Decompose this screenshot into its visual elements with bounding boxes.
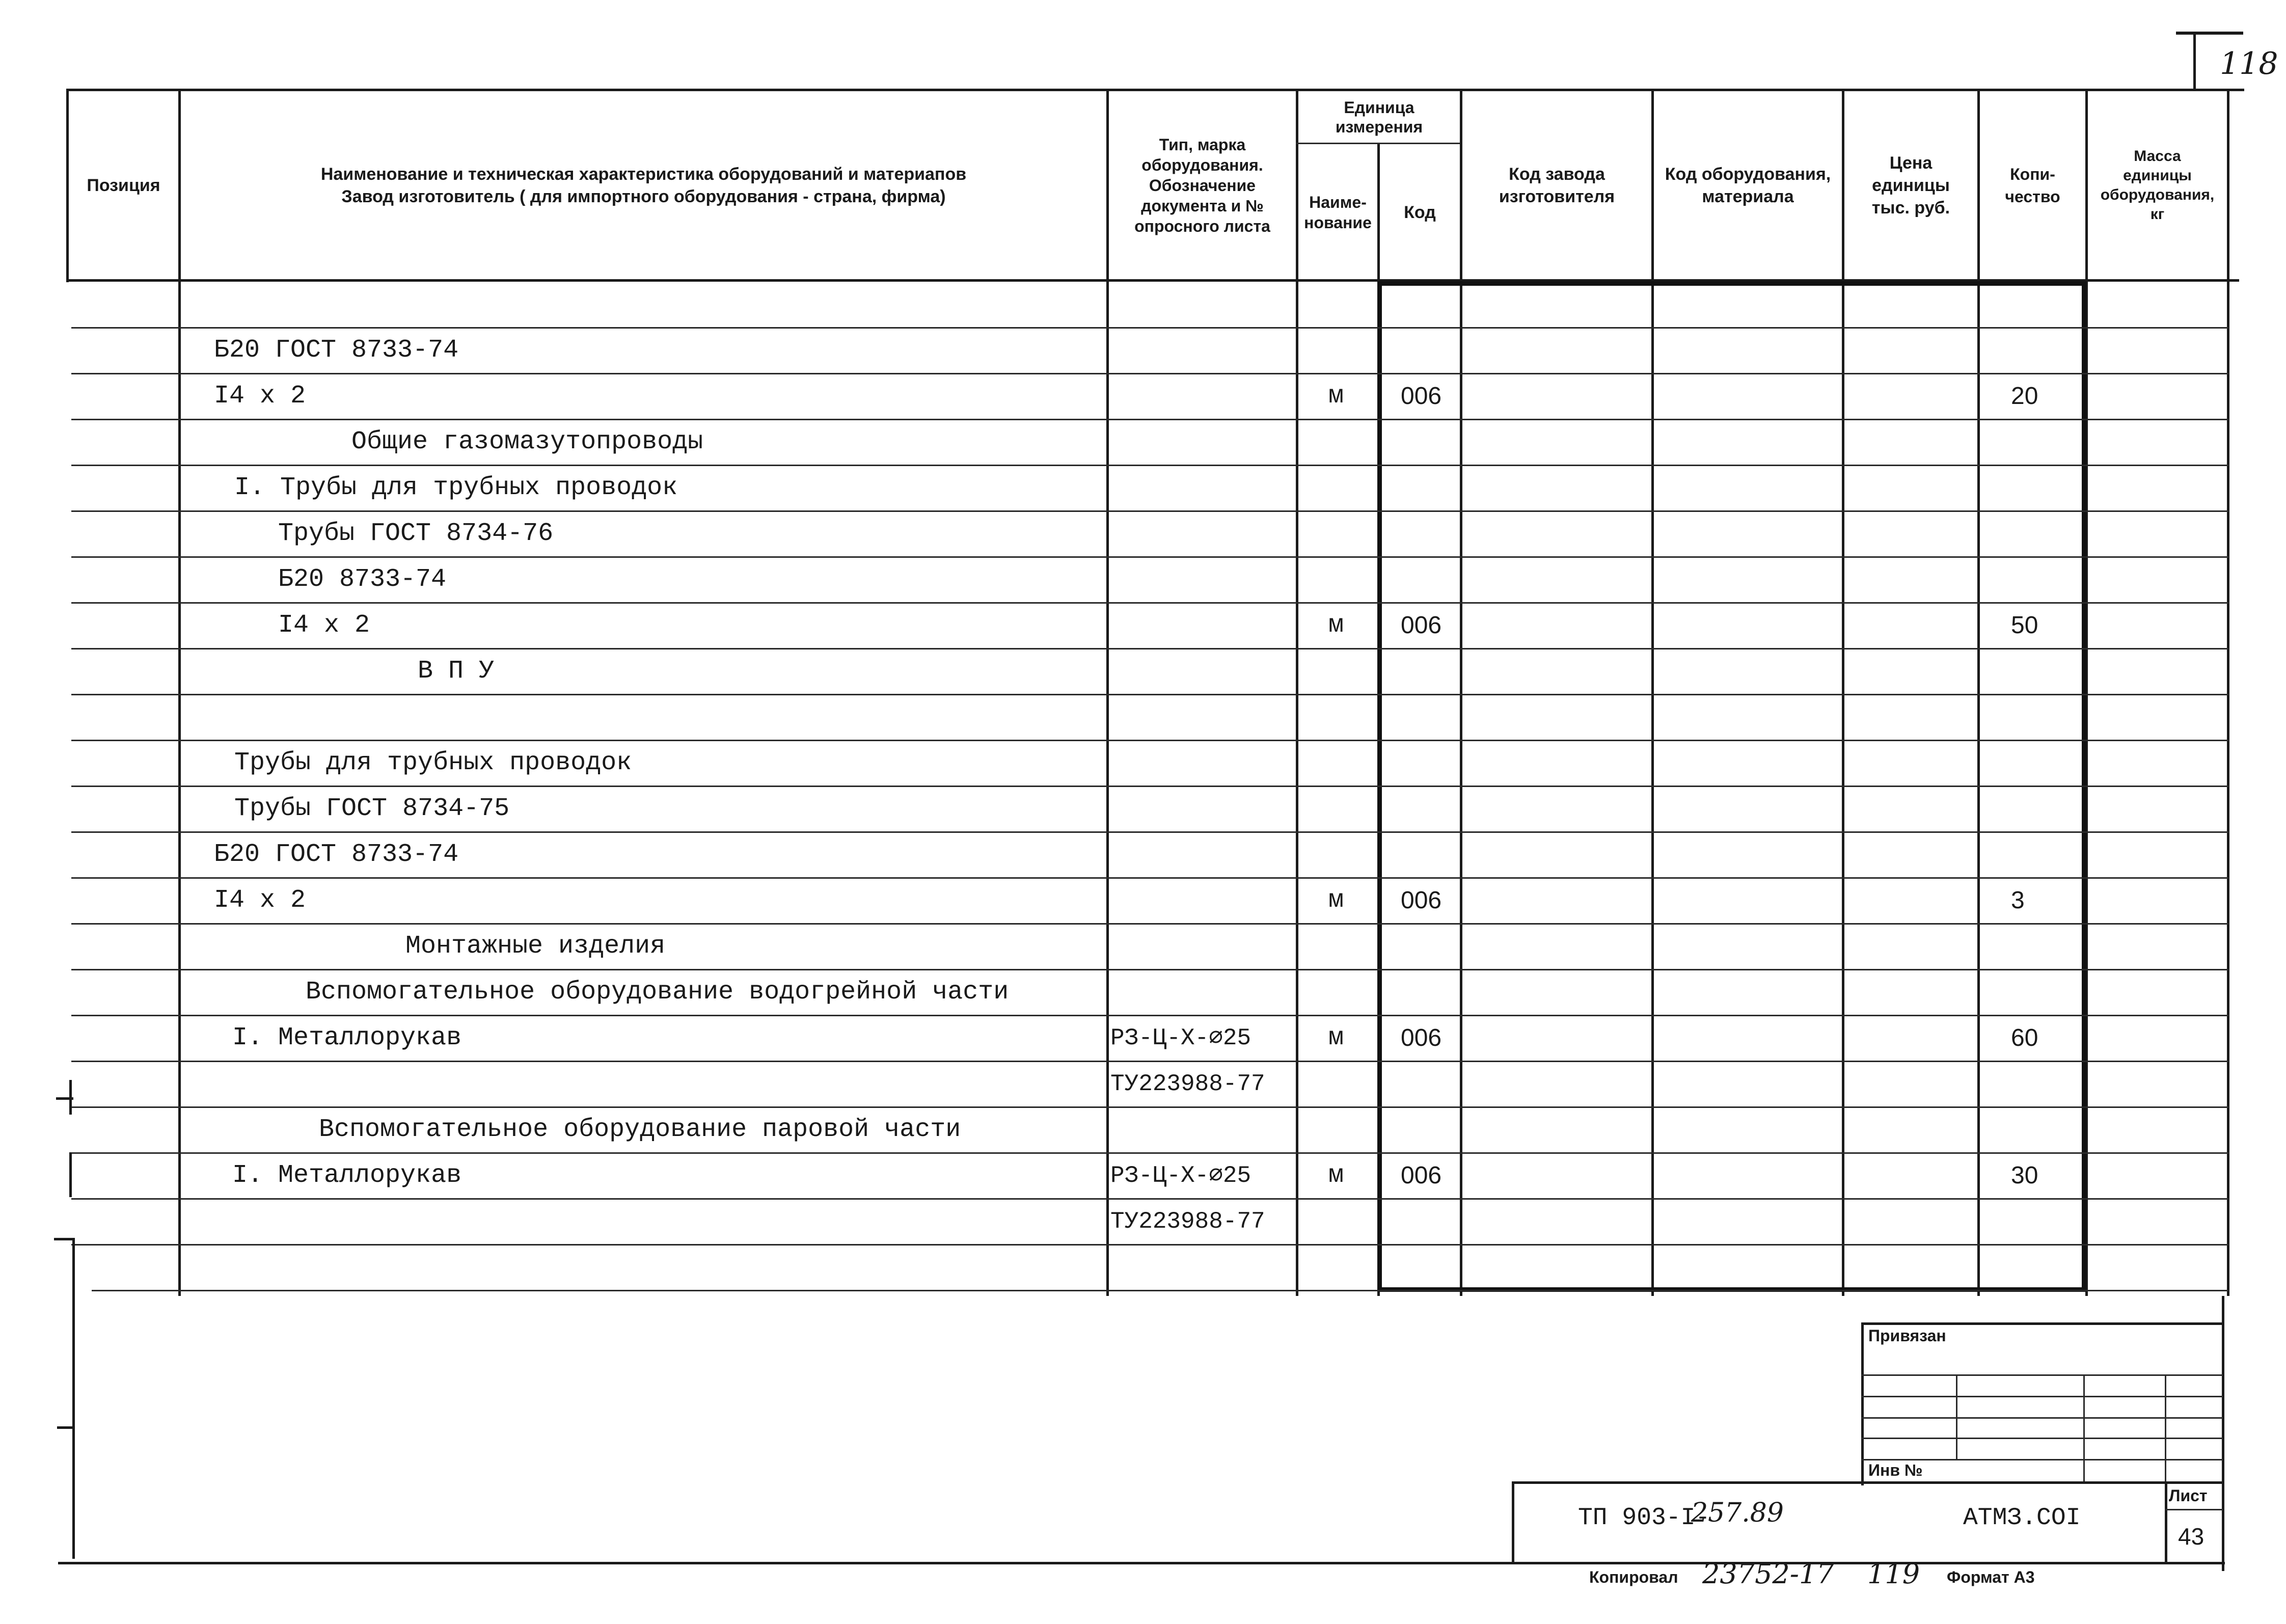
- row-type: РЗ-Ц-Х-⌀25: [1110, 1162, 1251, 1189]
- unit-group-divider: [1296, 143, 1460, 144]
- row-name: I. Металлорукав: [232, 1023, 462, 1052]
- row-separator: [71, 1152, 2229, 1154]
- margin-tick: [54, 1238, 74, 1240]
- header-unit-group: Единица измерения: [1335, 98, 1423, 136]
- stamp-vline: [2165, 1374, 2166, 1481]
- row-name: Вспомогательное оборудование водогрейной части: [306, 978, 1009, 1007]
- row-separator: [71, 327, 2229, 329]
- doc-block-top: [1512, 1481, 2223, 1484]
- row-code: 006: [1401, 887, 1442, 914]
- format-label: Формат А3: [1947, 1568, 2035, 1586]
- stamp-line: [1861, 1374, 2223, 1376]
- row-separator: [71, 831, 2229, 833]
- row-separator: [71, 510, 2229, 512]
- row-name: I. Трубы для трубных проводок: [234, 473, 678, 502]
- row-name: I4 х 2: [278, 611, 370, 640]
- doc-block-left: [1512, 1481, 1514, 1562]
- row-qty: 30: [2011, 1162, 2038, 1189]
- row-unit: м: [1328, 382, 1344, 411]
- header-equipment-code: Код оборудования, материала: [1665, 165, 1831, 206]
- row-name: В П У: [418, 657, 495, 686]
- row-type: ТУ223988-77: [1110, 1208, 1265, 1235]
- row-unit: м: [1328, 886, 1344, 915]
- stamp-vline: [2083, 1374, 2085, 1481]
- header-unit-name: Наиме- нование: [1304, 193, 1372, 232]
- doc-handwritten-number: 257.89: [1691, 1498, 1784, 1528]
- privyazan-label: Привязан: [1868, 1327, 1946, 1345]
- row-qty: 20: [2011, 383, 2038, 410]
- row-separator: [71, 419, 2229, 420]
- sheet-label: Лист: [2169, 1486, 2208, 1505]
- row-separator: [71, 923, 2229, 925]
- stamp-top: [1861, 1322, 2223, 1325]
- row-name: I4 х 2: [214, 382, 306, 411]
- row-separator: [71, 1061, 2229, 1062]
- corner-bar: [2176, 32, 2243, 35]
- row-separator: [71, 786, 2229, 787]
- row-separator: [71, 1244, 2229, 1246]
- col-divider-10: [2227, 89, 2229, 1296]
- row-name: Трубы ГОСТ 8734-76: [278, 519, 554, 548]
- doc-prefix: ТП 903-I-: [1578, 1504, 1710, 1532]
- stamp-left: [1861, 1322, 1864, 1485]
- row-name: Монтажные изделия: [405, 932, 666, 961]
- row-code: 006: [1401, 1162, 1442, 1189]
- row-name: Б20 ГОСТ 8733-74: [214, 336, 459, 365]
- row-separator: [71, 373, 2229, 374]
- header-mass: Масса единицы оборудования, кг: [2100, 148, 2215, 223]
- row-separator: [71, 556, 2229, 558]
- stamp-line: [1861, 1417, 2223, 1419]
- sheet-label-line: [2165, 1509, 2223, 1510]
- row-unit: м: [1328, 1023, 1344, 1052]
- corner-number: 118: [2220, 46, 2278, 82]
- copy-number: 23752-17: [1702, 1558, 1834, 1590]
- copied-label: Копировал: [1589, 1568, 1678, 1586]
- row-name: Общие газомазутопроводы: [351, 427, 703, 456]
- sheet-number: 43: [2178, 1523, 2205, 1550]
- row-separator: [71, 648, 2229, 649]
- header-factory-code: Код завода изготовителя: [1499, 165, 1615, 206]
- row-separator: [71, 740, 2229, 741]
- row-separator: [71, 969, 2229, 970]
- sheet-divider: [2165, 1481, 2167, 1562]
- header-name: Наименование и техническая характеристика оборудований и материапов Завод изготовитель ( для импортного оборудования - страна, фирма): [320, 165, 967, 206]
- header-type: Тип, марка оборудования. Обозначение документа и № опросного листа: [1134, 136, 1270, 235]
- row-separator: [71, 1106, 2229, 1108]
- header-price: Цена единицы тыс. руб.: [1871, 153, 1950, 218]
- row-separator: [71, 602, 2229, 604]
- stamp-line: [1861, 1438, 2223, 1439]
- doc-code: АТМЗ.СОI: [1963, 1504, 2081, 1532]
- inv-no-label: Инв №: [1868, 1461, 1923, 1479]
- row-name: Вспомогательное оборудование паровой части: [319, 1115, 961, 1144]
- row-qty: 3: [2011, 887, 2025, 914]
- row-qty: 60: [2011, 1024, 2038, 1051]
- copy-number-2: 119: [1867, 1558, 1920, 1590]
- row-separator: [92, 1290, 2229, 1291]
- row-type: РЗ-Ц-Х-⌀25: [1110, 1025, 1251, 1051]
- stamp-line: [1861, 1396, 2223, 1397]
- row-name: Б20 8733-74: [278, 565, 447, 594]
- row-separator: [71, 1015, 2229, 1016]
- row-unit: м: [1328, 1161, 1344, 1190]
- row-code: 006: [1401, 612, 1442, 639]
- row-name: I. Металлорукав: [232, 1161, 462, 1190]
- header-unit-code: Код: [1404, 202, 1436, 222]
- row-separator: [71, 465, 2229, 466]
- header-quantity: Копи- чество: [2005, 165, 2060, 206]
- margin-tick: [57, 1426, 74, 1429]
- corner-stem: [2193, 32, 2196, 89]
- row-name: I4 х 2: [214, 886, 306, 915]
- row-code: 006: [1401, 1024, 1442, 1051]
- row-name: Трубы для трубных проводок: [234, 748, 632, 777]
- row-name: Трубы ГОСТ 8734-75: [234, 794, 510, 823]
- right-frame-line: [2222, 1296, 2224, 1571]
- row-code: 006: [1401, 383, 1442, 410]
- stamp-vline: [1956, 1374, 1957, 1459]
- header-position: Позиция: [87, 176, 160, 195]
- left-frame-line: [72, 1238, 75, 1559]
- row-separator: [71, 877, 2229, 879]
- margin-tick: [69, 1080, 72, 1115]
- margin-tick: [69, 1152, 72, 1197]
- row-name: Б20 ГОСТ 8733-74: [214, 840, 459, 869]
- row-type: ТУ223988-77: [1110, 1071, 1265, 1097]
- row-separator: [71, 1198, 2229, 1200]
- row-separator: [71, 694, 2229, 695]
- row-qty: 50: [2011, 612, 2038, 639]
- row-unit: м: [1328, 611, 1344, 640]
- table-top-border: [66, 89, 2244, 91]
